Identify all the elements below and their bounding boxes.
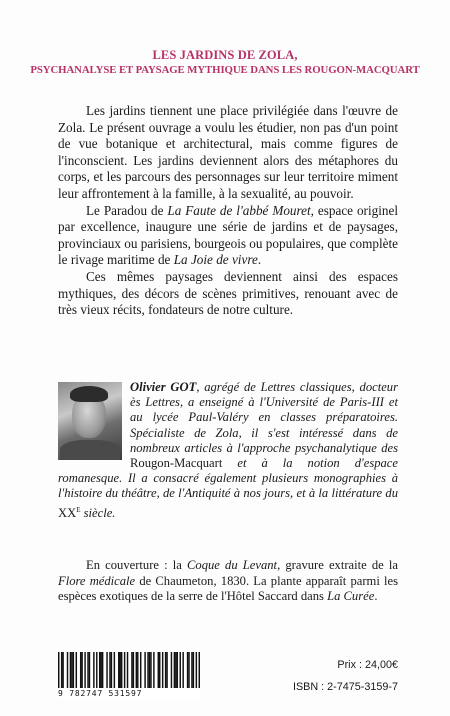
barcode-bar bbox=[171, 652, 172, 688]
barcode-bar bbox=[153, 652, 154, 688]
p2-text-b: , espace originel par excellence, inaugure une série de jardins et de paysages, provinciaux ou parisiens, bourgeois ou populaires, que complète le rivage maritime de bbox=[58, 202, 398, 268]
p2-text-c: . bbox=[257, 252, 262, 268]
photo-shoulders bbox=[60, 440, 120, 460]
barcode-bar bbox=[80, 652, 81, 688]
barcode-bar bbox=[84, 652, 85, 688]
barcode-digits: 9 782747 531597 bbox=[58, 689, 143, 698]
cover-text-a: En couverture : la bbox=[86, 558, 188, 572]
author-bio-upright: Rougon-Macquart bbox=[130, 456, 223, 471]
barcode-bar bbox=[62, 652, 63, 688]
barcode-bar bbox=[118, 652, 119, 688]
cover-credit-paragraph bbox=[58, 558, 398, 605]
barcode-bar bbox=[124, 652, 125, 688]
barcode-bar bbox=[73, 652, 74, 688]
barcode-bar bbox=[70, 652, 71, 688]
barcode-bar bbox=[175, 652, 176, 688]
barcode-bar bbox=[187, 652, 188, 688]
barcode-bar bbox=[114, 652, 115, 688]
barcode-bar bbox=[93, 652, 94, 688]
cover-credit bbox=[58, 558, 398, 605]
p2-text-a: Le Paradou de bbox=[86, 202, 168, 218]
barcode-bar bbox=[174, 652, 175, 688]
blurb-paragraph-2 bbox=[58, 203, 398, 269]
barcode-bar bbox=[121, 652, 122, 688]
barcode-bar bbox=[106, 652, 107, 688]
barcode-bar bbox=[165, 652, 166, 688]
barcode-bar bbox=[100, 652, 101, 688]
author-century bbox=[58, 503, 81, 520]
barcode-bar bbox=[87, 652, 88, 688]
author-bio bbox=[58, 380, 398, 521]
cover-title-1: Coque du Levant bbox=[187, 558, 278, 572]
barcode-bar bbox=[61, 652, 62, 688]
barcode-bar bbox=[166, 652, 167, 688]
barcode-bar bbox=[111, 652, 112, 688]
barcode-bar bbox=[180, 652, 181, 688]
barcode-bar bbox=[193, 652, 194, 688]
barcode bbox=[58, 652, 200, 698]
barcode-bar bbox=[159, 652, 160, 688]
author-bio-a: , agrégé de Lettres classiques, docteur ès Lettres, a enseigné à l'Université de Paris-III et au lycée Paul-Valéry en classes préparatoires. Spécialiste de Zola, il s'est intéressé dans de nombreux articles à l'approche psychanalytique des bbox=[130, 380, 398, 455]
barcode-bar bbox=[133, 652, 134, 688]
barcode-bar bbox=[158, 652, 159, 688]
cover-title-2: Flore médicale bbox=[58, 573, 136, 588]
barcode-bar bbox=[89, 652, 90, 688]
author-bio-c: siècle. bbox=[80, 505, 116, 520]
cover-text-b: , gravure extraite de la bbox=[277, 558, 398, 572]
price-label: Prix : 24,00€ bbox=[337, 659, 398, 671]
author-name: Olivier GOT bbox=[130, 380, 197, 394]
barcode-bar bbox=[81, 652, 82, 688]
p2-book-title-1: La Faute de l'abbé Mouret bbox=[167, 202, 311, 218]
barcode-bar bbox=[67, 652, 68, 688]
barcode-bar bbox=[150, 652, 151, 688]
barcode-bar bbox=[109, 652, 110, 688]
barcode-bar bbox=[149, 652, 150, 688]
barcode-bar bbox=[199, 652, 200, 688]
barcode-bar bbox=[196, 652, 197, 688]
barcode-bar bbox=[147, 652, 148, 688]
barcode-bar bbox=[140, 652, 141, 688]
barcode-bar bbox=[144, 652, 145, 688]
cover-title-3: La Curée bbox=[327, 589, 375, 604]
barcode-bar bbox=[131, 652, 132, 688]
barcode-bar bbox=[58, 652, 59, 688]
barcode-bar bbox=[188, 652, 189, 688]
barcode-bar bbox=[162, 652, 163, 688]
barcode-bar bbox=[76, 652, 77, 688]
author-photo bbox=[58, 382, 122, 460]
barcode-bar bbox=[96, 652, 97, 688]
barcode-bar bbox=[177, 652, 178, 688]
blurb bbox=[58, 103, 398, 319]
barcode-bar bbox=[99, 652, 100, 688]
barcode-bar bbox=[191, 652, 192, 688]
p2-book-title-2: La Joie de vivre bbox=[173, 252, 258, 268]
barcode-bar bbox=[137, 652, 138, 688]
author-bio-b: et à la notion d'espace romanesque. Il a consacré également plusieurs monographies à l'histoire du théâtre, de l'Antiquité à nos jours, et à la littérature du bbox=[58, 456, 398, 501]
barcode-bar bbox=[136, 652, 137, 688]
cover-text-c: de Chaumeton, 1830. La plante apparaît parmi les espèces exotiques de la serre de l'Hôtel Saccard dans bbox=[58, 573, 398, 604]
century-sup: e bbox=[76, 503, 81, 515]
century-numeral: XX bbox=[58, 505, 77, 520]
title-line-1: LES JARDINS DE ZOLA, bbox=[152, 48, 298, 62]
barcode-bar bbox=[71, 652, 72, 688]
title-line-2: PSYCHANALYSE ET PAYSAGE MYTHIQUE DANS LES ROUGON-MACQUART bbox=[30, 64, 420, 76]
cover-text-d: . bbox=[374, 589, 378, 604]
barcode-bar bbox=[102, 652, 103, 688]
blurb-paragraph-3: Ces mêmes paysages deviennent ainsi des espaces mythiques, des décors de scènes primitives, renouant avec de très vieux récits, fondateurs de notre culture. bbox=[58, 268, 398, 318]
barcode-bar bbox=[127, 652, 128, 688]
photo-hair bbox=[70, 386, 108, 402]
barcode-bar bbox=[182, 652, 183, 688]
barcode-bars bbox=[58, 652, 200, 688]
book-title bbox=[0, 48, 450, 78]
isbn-label: ISBN : 2-7475-3159-7 bbox=[292, 681, 398, 693]
blurb-paragraph-1: Les jardins tiennent une place privilégiée dans l'œuvre de Zola. Le présent ouvrage a voulu les étudier, non pas d'un point de vue botanique et architectural, mais comme figures de l'inconscient. Les jardins deviennent alors des métaphores du corps, et les parcours des personnages sur leur territoire miment leur affrontement à la famille, à la sexualité, au pouvoir. bbox=[58, 103, 398, 201]
barcode-bar bbox=[119, 652, 120, 688]
